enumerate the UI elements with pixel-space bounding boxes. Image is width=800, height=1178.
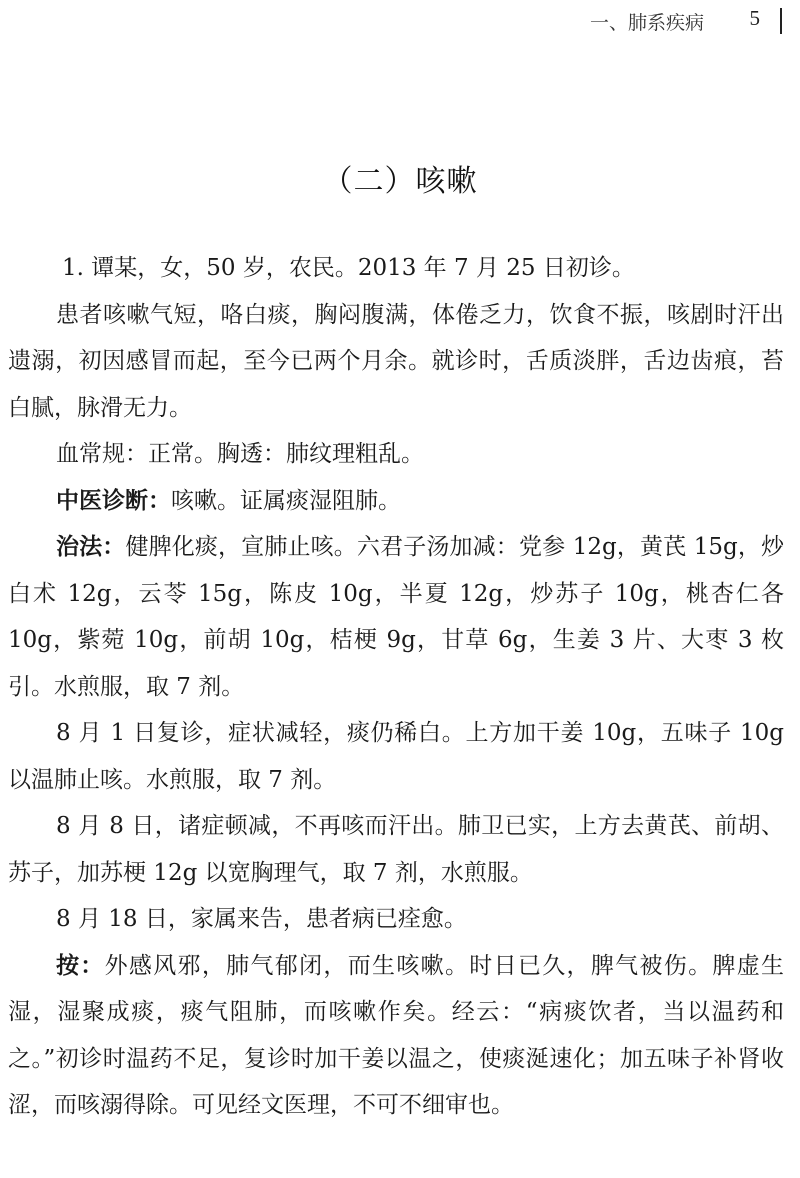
article-body	[8, 245, 784, 1129]
diagnosis-paragraph	[8, 478, 784, 525]
section-title: （二）咳嗽	[322, 164, 478, 199]
paragraph-text: 咳嗽。证属痰湿阻肺。	[171, 487, 401, 514]
case-intro-paragraph	[8, 245, 784, 292]
running-header	[0, 6, 800, 36]
paragraph-text: 8 月 1 日复诊，症状减轻，痰仍稀白。上方加干姜 10g，五味子 10g 以温肺止咳。水煎服，取 7 剂。	[8, 720, 784, 793]
followup-3-paragraph	[8, 896, 784, 943]
commentary-paragraph	[8, 943, 784, 1129]
exam-paragraph	[8, 431, 784, 478]
paragraph-text: 1. 谭某，女，50 岁，农民。2013 年 7 月 25 日初诊。	[62, 255, 635, 281]
paragraph-label: 中医诊断：	[56, 486, 171, 514]
followup-1-paragraph	[8, 710, 784, 803]
paragraph-text: 外感风邪，肺气郁闭，而生咳嗽。时日已久，脾气被伤。脾虚生湿，湿聚成痰，痰气阻肺，而咳嗽作矣。经云：“病痰饮者，当以温药和之。”初诊时温药不足，复诊时加干姜以温之，使痰涎速化；加五味子补肾收涩，而咳溺得除。可见经文医理，不可不细审也。	[8, 952, 785, 1118]
paragraph-text: 8 月 18 日，家属来告，患者病已痊愈。	[56, 906, 467, 932]
treatment-paragraph	[8, 524, 784, 710]
paragraph-text: 患者咳嗽气短，咯白痰，胸闷腹满，体倦乏力，饮食不振，咳剧时汗出遗溺，初因感冒而起，至今已两个月余。就诊时，舌质淡胖，舌边齿痕，苔白腻，脉滑无力。	[8, 301, 784, 421]
paragraph-label: 治法：	[56, 533, 126, 560]
header-divider	[780, 8, 782, 34]
symptoms-paragraph	[8, 292, 784, 432]
chapter-title: 一、肺系疾病	[589, 12, 704, 34]
followup-2-paragraph	[8, 803, 784, 896]
page-number: 5	[749, 6, 760, 30]
paragraph-text: 8 月 8 日，诸症顿减，不再咳而汗出。肺卫已实，上方去黄芪、前胡、苏子，加苏梗 12g 以宽胸理气，取 7 剂，水煎服。	[8, 813, 784, 886]
paragraph-text: 血常规：正常。胸透：肺纹理粗乱。	[56, 441, 424, 467]
paragraph-label: 按：	[56, 951, 105, 979]
paragraph-text: 健脾化痰，宣肺止咳。六君子汤加减：党参 12g，黄芪 15g，炒白术 12g，云苓 15g，陈皮 10g，半夏 12g，炒苏子 10g，桃杏仁各 10g，紫菀 10g，前胡 10g，桔梗 9g，甘草 6g，生姜 3 片、大枣 3 枚引。水煎服，取 7 剂。	[8, 534, 785, 700]
